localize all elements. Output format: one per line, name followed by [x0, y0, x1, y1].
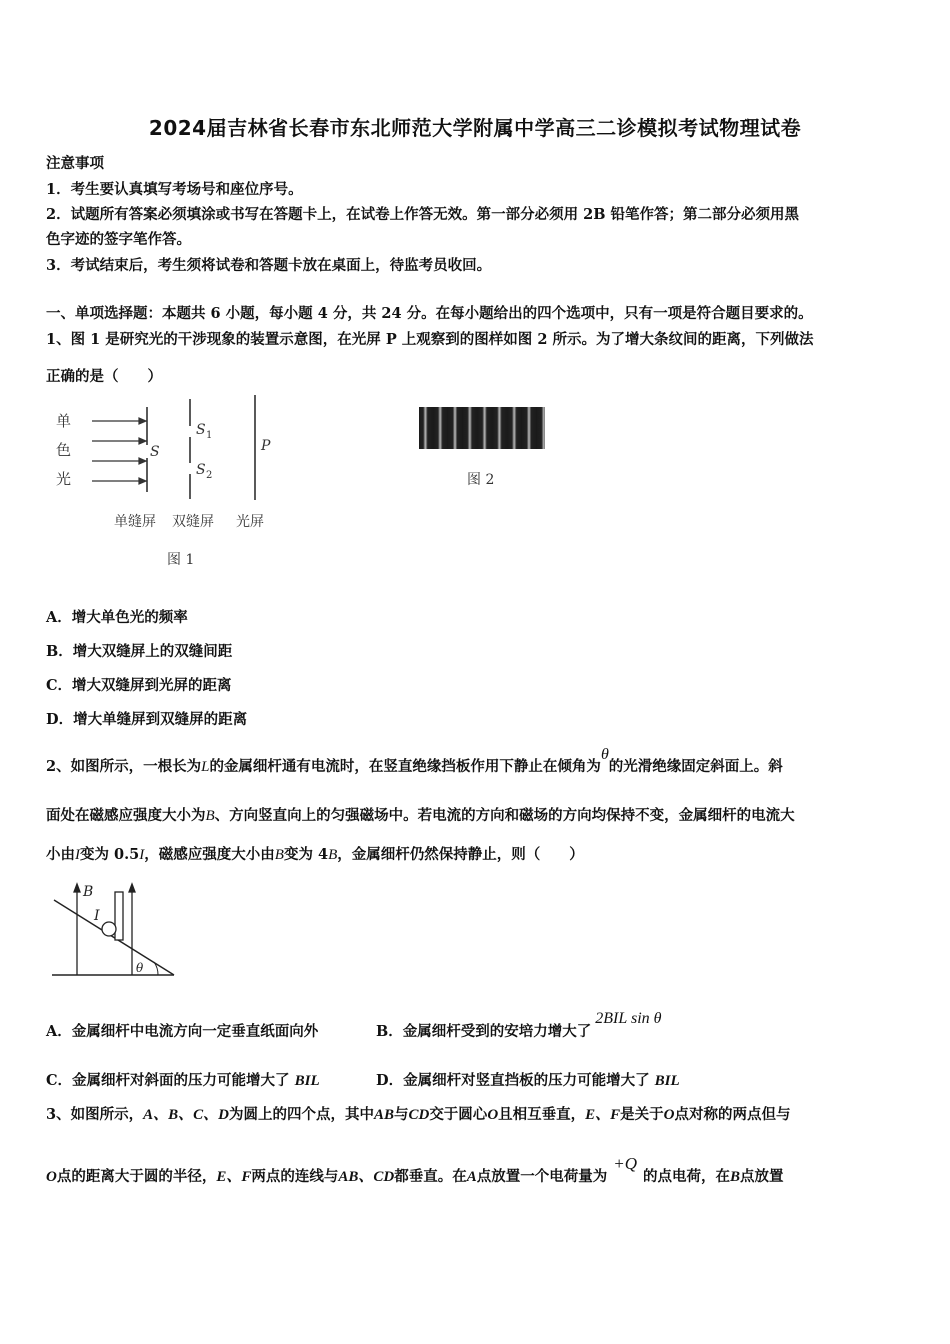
exam-title: 2024届吉林省长春市东北师范大学附属中学高三二诊模拟考试物理试卷	[148, 116, 802, 140]
fig1-label-s1-sub: 1	[206, 430, 213, 441]
q2-stem-line3: 小由I变为 0.5I，磁感应强度大小由B变为 4B，金属细杆仍然保持静止，则（ ）	[46, 846, 584, 863]
fig1-label-single-slit: 单缝屏	[114, 514, 156, 530]
q3-stem-line2: O点的距离大于圆的半径，E、F两点的连线与AB、CD都垂直。在A点放置一个电荷量为+Q的点电荷，在B点放置	[46, 1154, 784, 1185]
q2-fig-label-b: B	[83, 884, 94, 900]
q1-stem-line2: 正确的是（ ）	[46, 368, 162, 385]
fig1-label-double-slit: 双缝屏	[172, 514, 214, 530]
fig1-label-screen: 光屏	[236, 514, 264, 530]
q1-option-a: A．增大单色光的频率	[46, 609, 188, 626]
q2-fig-rod	[102, 922, 116, 936]
fig1-label-s2-sub: 2	[206, 470, 213, 481]
fig1-light-char: 单	[56, 412, 72, 430]
fig1-label-p: P	[261, 438, 271, 454]
fig2-caption: 图 2	[467, 472, 495, 488]
fig1-light-arrows	[92, 418, 146, 484]
fig1-label-s1: S	[196, 422, 206, 438]
q2-fig-incline	[54, 900, 174, 975]
section-heading: 一、单项选择题：本题共 6 小题，每小题 4 分，共 24 分。在每小题给出的四个选项中，只有一项是符合题目要求的。	[46, 305, 813, 322]
fig1-light-char: 色	[56, 441, 72, 459]
q1-figure-1	[46, 392, 306, 572]
q2-option-a: A．金属细杆中电流方向一定垂直纸面向外	[46, 1023, 319, 1040]
q1-option-b: B．增大双缝屏上的双缝间距	[46, 643, 233, 660]
notice-item: 2．试题所有答案必须填涂或书写在答题卡上，在试卷上作答无效。第一部分必须用 2B 铅笔作答；第二部分必须用黑	[46, 206, 800, 223]
fig1-light-char: 光	[56, 470, 72, 488]
q1-figure-2	[418, 404, 548, 494]
notice-item: 色字迹的签字笔作答。	[46, 231, 191, 248]
notice-item: 3．考试结束后，考生须将试卷和答题卡放在桌面上，待监考员收回。	[46, 257, 492, 274]
fig2-fringe-pattern	[419, 407, 545, 449]
q1-option-c: C．增大双缝屏到光屏的距离	[46, 677, 232, 694]
q2-figure	[50, 878, 180, 980]
q3-stem-line1: 3、如图所示，A、B、C、D为圆上的四个点，其中AB与CD交于圆心O且相互垂直，E、F是关于O点对称的两点但与	[46, 1106, 791, 1123]
q2-fig-label-i: I	[94, 908, 100, 924]
notice-heading: 注意事项	[46, 155, 104, 172]
q1-stem-line1: 1、图 1 是研究光的干涉现象的装置示意图，在光屏 P 上观察到的图样如图 2 所示。为了增大条纹间的距离，下列做法	[46, 331, 814, 348]
q1-option-d: D．增大单缝屏到双缝屏的距离	[46, 711, 248, 728]
q2-fig-barrier	[115, 892, 123, 940]
q2-option-d: D．金属细杆对竖直挡板的压力可能增大了 BIL	[376, 1072, 680, 1089]
q2-option-b: B．金属细杆受到的安培力增大了2BIL sin θ	[376, 1010, 662, 1040]
q2-stem-line2: 面处在磁感应强度大小为B、方向竖直向上的匀强磁场中。若电流的方向和磁场的方向均保持不变，金属细杆的电流大	[46, 807, 795, 824]
q2-stem-line1: 2、如图所示，一根长为L的金属细杆通有电流时，在竖直绝缘挡板作用下静止在倾角为θ的光滑绝缘固定斜面上。斜	[46, 746, 783, 775]
q2-fig-label-theta: θ	[136, 961, 144, 975]
q2-option-c: C．金属细杆对斜面的压力可能增大了 BIL	[46, 1072, 320, 1089]
fig1-label-s2: S	[196, 462, 206, 478]
fig1-label-s: S	[150, 444, 160, 460]
notice-item: 1．考生要认真填写考场号和座位序号。	[46, 181, 303, 198]
fig1-caption: 图 1	[167, 552, 195, 568]
